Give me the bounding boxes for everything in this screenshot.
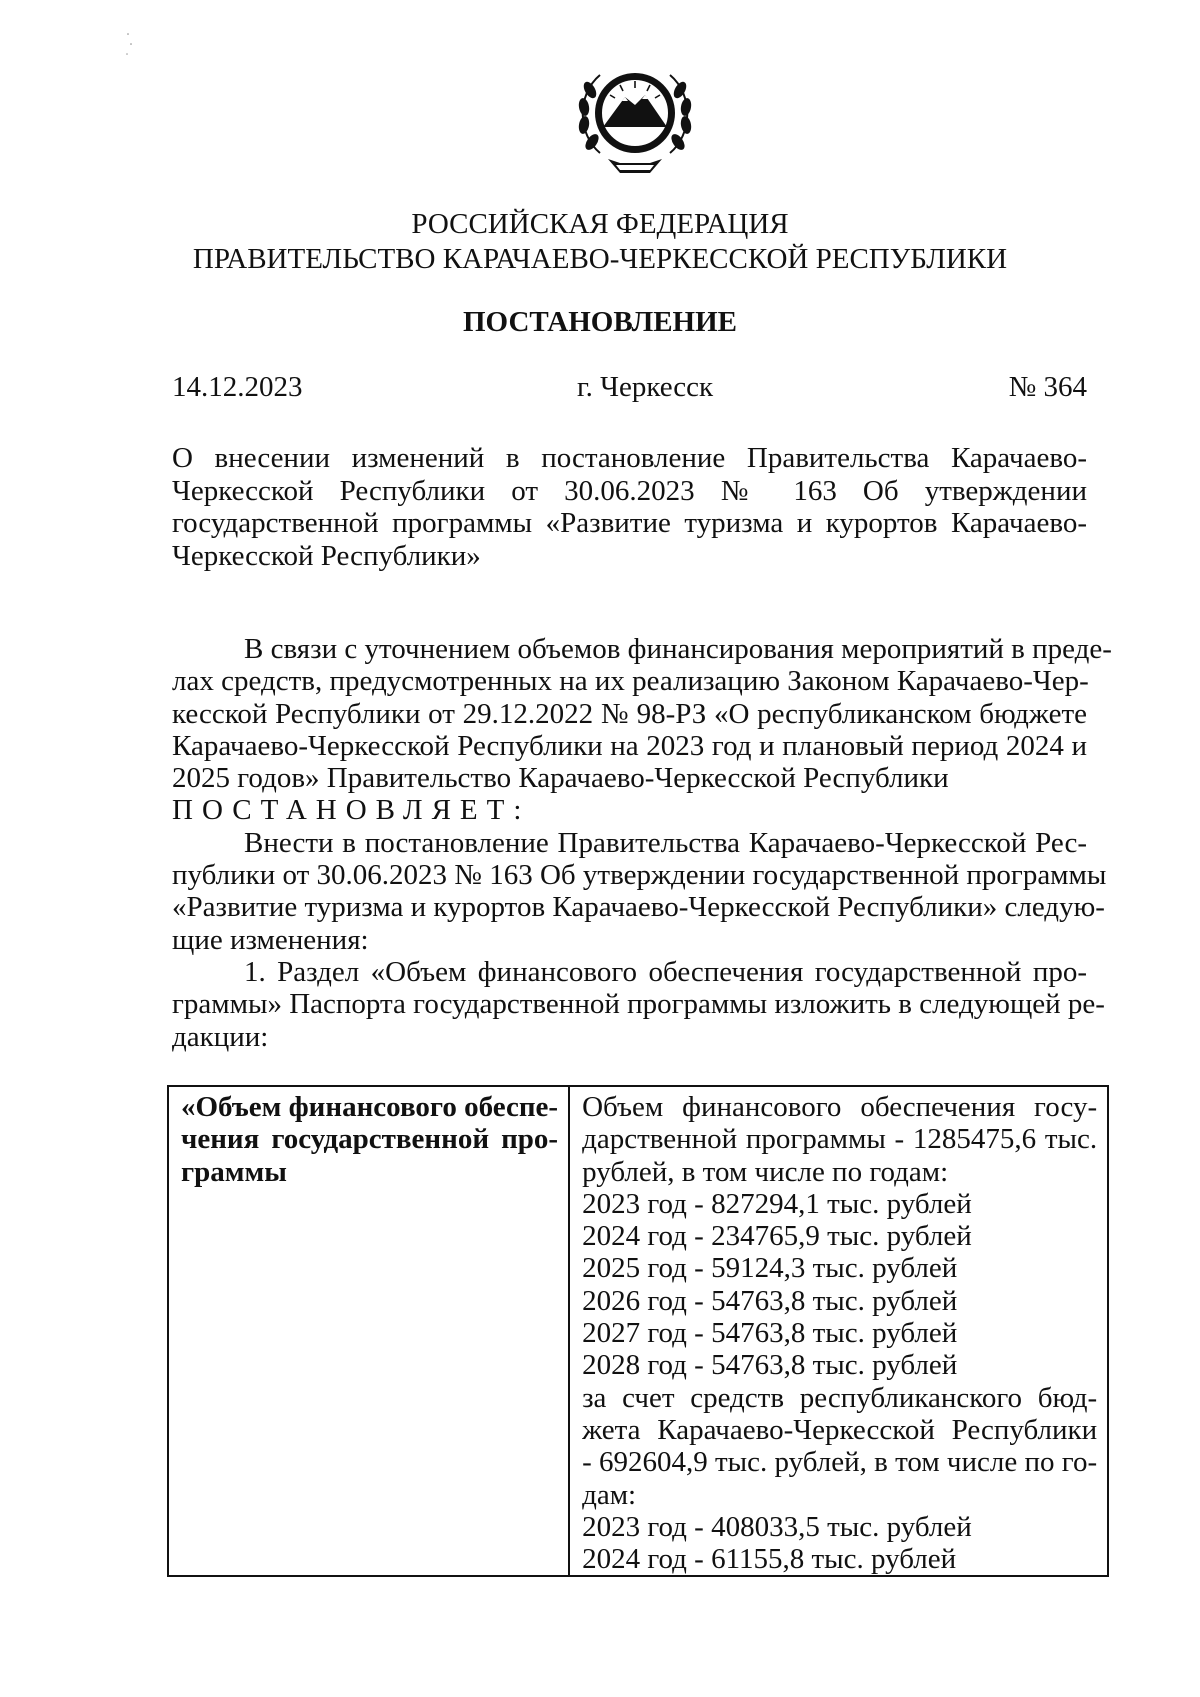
body-line: публики от 30.06.2023 № 163 Об утверждении государственной программы: [172, 859, 1107, 892]
body-line: Внести в постановление Правительства Карачаево-Черкесской Рес-: [244, 826, 1087, 859]
table-cell-label: [168, 1086, 569, 1576]
cell-line: жета Карачаево-Черкесской Республики: [582, 1413, 1098, 1446]
cell-line: 2028 год - 54763,8 тыс. рублей: [582, 1349, 958, 1382]
cell-line: 2023 год - 827294,1 тыс. рублей: [582, 1187, 972, 1220]
document-body: [172, 633, 1112, 1053]
cell-line: 2024 год - 234765,9 тыс. рублей: [582, 1220, 972, 1253]
document-subject: О внесении изменений в постановление Правительства Карачаево-Черкесской Республики от 30.06.2023 № 163 Об утверждении государственной программы «Развитие туризма и курортов Карачаево-Черкесской Республики»: [172, 442, 1087, 572]
document-date: 14.12.2023: [172, 371, 303, 403]
header-country: РОССИЙСКАЯ ФЕДЕРАЦИЯ: [411, 208, 789, 240]
cell-line: 2024 год - 61155,8 тыс. рублей: [582, 1543, 957, 1576]
cell-line: 2023 год - 408033,5 тыс. рублей: [582, 1510, 972, 1543]
document-meta-row: [172, 371, 1087, 411]
body-line: «Развитие туризма и курортов Карачаево-Черкесской Республики» следую-: [172, 891, 1105, 924]
cell-line: дарственной программы - 1285475,6 тыс.: [582, 1123, 1098, 1156]
body-line: щие изменения:: [172, 923, 369, 956]
body-line: дакции:: [172, 1020, 269, 1053]
cell-line: чения государственной про-: [181, 1123, 559, 1156]
coat-of-arms-icon: [570, 55, 700, 187]
cell-line: «Объем финансового обеспе-: [181, 1091, 559, 1123]
cell-line: граммы: [181, 1155, 287, 1188]
body-line: 1. Раздел «Объем финансового обеспечения государственной про-: [244, 955, 1087, 988]
cell-line: 2026 год - 54763,8 тыс. рублей: [582, 1284, 958, 1317]
scan-speck-icon: [125, 30, 135, 60]
document-number: № 364: [1008, 371, 1087, 403]
document-city: г. Черкесск: [577, 371, 714, 403]
cell-line: дам:: [582, 1478, 637, 1511]
table-cell-value: [569, 1086, 1108, 1576]
cell-line: 2025 год - 59124,3 тыс. рублей: [582, 1252, 958, 1285]
document-type-title: ПОСТАНОВЛЕНИЕ: [462, 306, 737, 338]
cell-line: - 692604,9 тыс. рублей, в том числе по го-: [582, 1446, 1098, 1479]
body-line: Карачаево-Черкесской Республики на 2023 год и плановый период 2024 и: [172, 729, 1087, 762]
table-row: [168, 1086, 1108, 1576]
body-line: лах средств, предусмотренных на их реализацию Законом Карачаево-Чер-: [172, 665, 1089, 698]
cell-line: 2027 год - 54763,8 тыс. рублей: [582, 1317, 958, 1350]
cell-line: рублей, в том числе по годам:: [582, 1155, 949, 1188]
header-government: ПРАВИТЕЛЬСТВО КАРАЧАЕВО-ЧЕРКЕССКОЙ РЕСПУБЛИКИ: [192, 243, 1008, 275]
cell-line: Объем финансового обеспечения госу-: [582, 1091, 1098, 1123]
body-line: граммы» Паспорта государственной программы изложить в следующей ре-: [172, 988, 1105, 1021]
cell-line: за счет средств республиканского бюд-: [582, 1381, 1098, 1414]
body-line-resolves: ПОСТАНОВЛЯЕТ:: [172, 794, 531, 827]
body-line: кесской Республики от 29.12.2022 № 98-РЗ «О республиканском бюджете: [172, 697, 1087, 730]
body-line: В связи с уточнением объемов финансирования мероприятий в преде-: [244, 633, 1112, 665]
financing-table: [167, 1085, 1109, 1577]
body-line: 2025 годов» Правительство Карачаево-Черкесской Республики: [172, 762, 949, 795]
